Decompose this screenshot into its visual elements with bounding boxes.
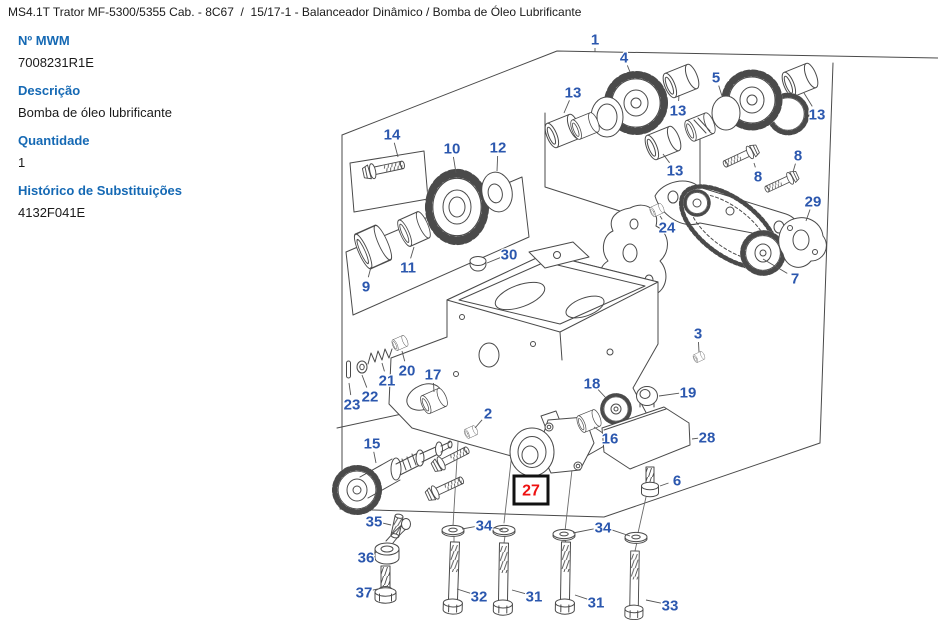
callout-16[interactable]: 16	[601, 430, 619, 448]
callout-35[interactable]: 35	[365, 513, 383, 531]
field-value: Bomba de óleo lubrificante	[18, 105, 172, 120]
callout-36[interactable]: 36	[357, 549, 375, 567]
bolt-31-a	[493, 543, 513, 616]
callout-5[interactable]: 5	[711, 69, 721, 87]
balance-shaft-15	[332, 441, 452, 515]
callout-22[interactable]: 22	[361, 388, 379, 406]
callout-2[interactable]: 2	[483, 405, 493, 423]
washer-34-a	[442, 525, 464, 536]
callout-1[interactable]: 1	[590, 31, 600, 49]
callout-11[interactable]: 11	[400, 259, 416, 277]
callout-32[interactable]: 32	[470, 588, 488, 606]
callout-23[interactable]: 23	[343, 396, 361, 414]
field-label: Quantidade	[18, 133, 90, 148]
tensioner-arm	[655, 181, 798, 240]
callout-7[interactable]: 7	[790, 270, 800, 288]
bolt-8-b	[763, 169, 800, 195]
washer-34-c	[553, 529, 575, 540]
bolt-33	[625, 551, 644, 620]
callout-17[interactable]: 17	[424, 366, 442, 384]
callout-24[interactable]: 24	[658, 219, 676, 237]
cover-29	[779, 218, 827, 268]
callout-3[interactable]: 3	[693, 325, 703, 343]
callout-13[interactable]: 13	[808, 106, 826, 124]
plug-30	[470, 257, 486, 272]
callout-31[interactable]: 31	[587, 594, 605, 612]
plug-3	[692, 351, 706, 364]
gear-10	[425, 169, 489, 245]
balancer-shaft-4	[568, 71, 668, 141]
callout-27[interactable]: 27	[522, 482, 540, 500]
callout-13[interactable]: 13	[564, 84, 582, 102]
bolt-31-b	[555, 542, 575, 615]
bolt-6	[642, 467, 659, 497]
callout-21[interactable]: 21	[378, 372, 396, 390]
callout-30[interactable]: 30	[500, 246, 518, 264]
callout-28[interactable]: 28	[698, 429, 716, 447]
callout-14[interactable]: 14	[383, 126, 401, 144]
callout-8[interactable]: 8	[753, 168, 763, 186]
washer-34-d	[625, 532, 647, 543]
field-value: 4132F041E	[18, 205, 86, 220]
callout-9[interactable]: 9	[361, 278, 371, 296]
callout-13[interactable]: 13	[666, 162, 684, 180]
callout-34[interactable]: 34	[475, 517, 493, 535]
callout-8[interactable]: 8	[793, 147, 803, 165]
callout-33[interactable]: 33	[661, 597, 679, 615]
bolt-32	[443, 542, 465, 615]
seal-9	[351, 224, 394, 271]
callout-6[interactable]: 6	[672, 472, 682, 490]
field-value: 1	[18, 155, 26, 170]
bolt-37	[375, 566, 396, 603]
bolt-loose-b	[424, 473, 466, 503]
breadcrumb-title: MS4.1T Trator MF-5300/5355 Cab. - 8C67 / 15/17-1 - Balanceador Dinâmico / Bomba de Óleo Lubrificante	[8, 5, 582, 19]
callout-10[interactable]: 10	[443, 140, 461, 158]
bolt-14	[362, 157, 406, 181]
field-label: Nº MWM	[18, 33, 70, 48]
callout-13[interactable]: 13	[669, 102, 687, 120]
nut-19	[637, 387, 658, 408]
bolt-8-a	[721, 143, 761, 171]
callout-20[interactable]: 20	[398, 362, 416, 380]
callout-18[interactable]: 18	[583, 375, 601, 393]
field-label: Descrição	[18, 83, 81, 98]
callout-19[interactable]: 19	[679, 384, 697, 402]
callout-34[interactable]: 34	[594, 519, 612, 537]
washer-34-b	[493, 525, 515, 536]
field-value: 7008231R1E	[18, 55, 94, 70]
callout-31[interactable]: 31	[525, 588, 543, 606]
callout-29[interactable]: 29	[804, 193, 822, 211]
callout-12[interactable]: 12	[489, 139, 507, 157]
field-label: Histórico de Substituições	[18, 183, 182, 198]
callout-4[interactable]: 4	[619, 49, 629, 67]
callout-37[interactable]: 37	[355, 584, 373, 602]
callout-15[interactable]: 15	[363, 435, 381, 453]
